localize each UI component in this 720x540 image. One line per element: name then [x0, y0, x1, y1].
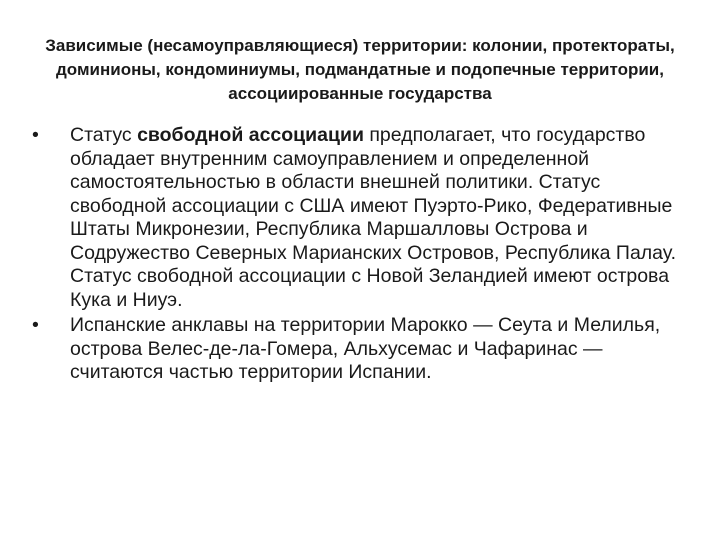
- bullet-icon: •: [32, 124, 39, 146]
- bullet-list: [30, 124, 700, 387]
- bullet-text-rest: предполагает, что государство обладает внутренним самоуправлением и определенной самостоятельностью в области внешней политики. Статус свободной ассоциации с США имеют Пуэрто-Рико, Федеративные Штаты Микронезии, Республика Маршалловы Острова и Содружество Северных Марианских Островов, Республика Палау. Статус свободной ассоциации с Новой Зеландией имеют острова Кука и Ниуэ.: [70, 124, 677, 311]
- bullet-text-lead: Статус: [70, 124, 138, 146]
- bullet-icon: •: [32, 314, 39, 336]
- slide-title: Зависимые (несамоуправляющиеся) территории: колонии, протектораты, доминионы, кондоминиумы, подмандатные и подопечные территории, ассоциированные государства: [45, 36, 675, 103]
- bullet-item-spanish-enclaves: [30, 314, 700, 385]
- bullet-text-bold: свободной ассоциации: [137, 124, 364, 146]
- bullet-item-free-association: [30, 124, 700, 312]
- bullet-text-lead: Испанские анклавы на территории Марокко — Сеута и Мелилья, острова Велес-де-ла-Гомера, Альхусемас и Чафаринас — считаются частью территории Испании.: [70, 314, 661, 383]
